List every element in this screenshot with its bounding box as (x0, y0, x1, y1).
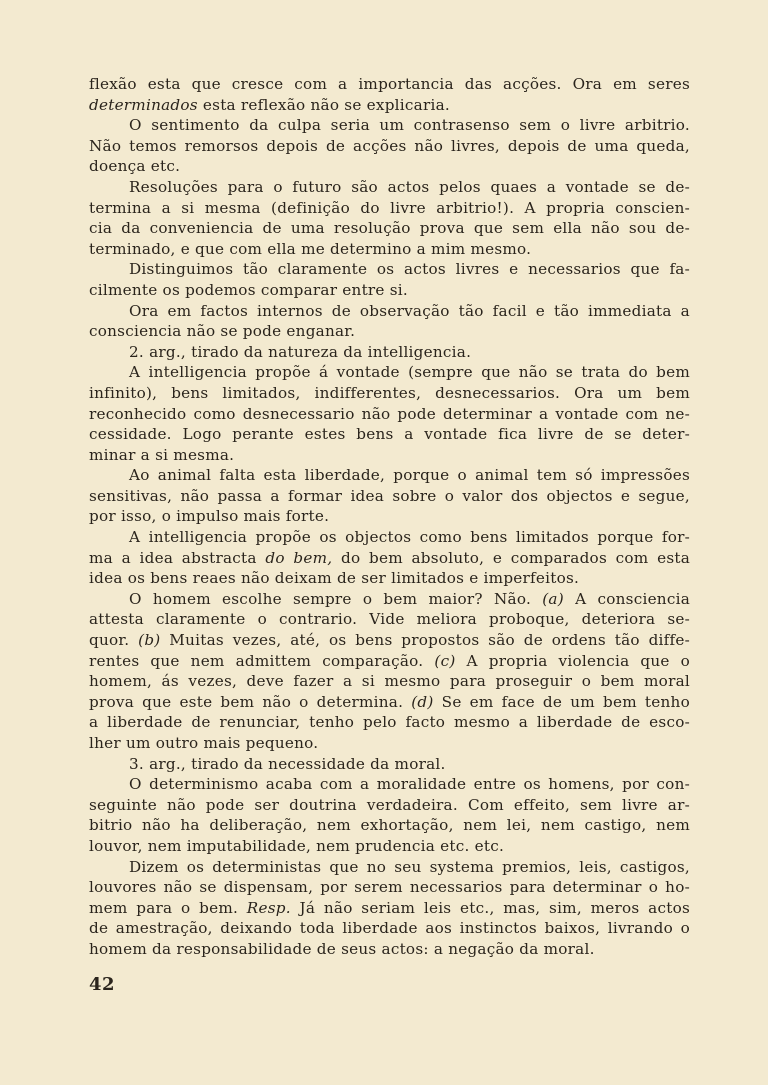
text-line: idea os bens reaes não deixam de ser limitados e imperfeitos. (89, 569, 580, 588)
text-line: O determinismo acaba com a moralidade entre os homens, por con- (129, 775, 690, 794)
text-line: homem da responsabilidade de seus actos: a negação da moral. (89, 939, 595, 958)
italic-term: determinados (89, 95, 198, 114)
text-line: louvor, nem imputabilidade, nem prudencia etc. etc. (89, 836, 505, 855)
text-run: ma a idea abstracta (89, 548, 257, 567)
text-run: quor. (89, 631, 130, 650)
list-marker-b: (b) (138, 631, 161, 650)
text-line: de amestração, deixando toda liberdade aos instinctos baixos, livrando o (89, 919, 690, 938)
text-run: mem para o bem. (89, 898, 239, 917)
text-line: consciencia não se pode enganar. (89, 322, 356, 341)
text-line: homem, ás vezes, deve fazer a si mesmo para proseguir o bem moral (89, 672, 690, 691)
list-marker-d: (d) (411, 692, 434, 711)
text-line (89, 95, 690, 116)
text-line: Não temos remorsos depois de acções não livres, depois de uma queda, (89, 136, 690, 155)
text-line: bitrio não ha deliberação, nem exhortação, nem lei, nem castigo, nem (89, 816, 690, 835)
text-line (89, 589, 690, 610)
text-run: Se em face de um bem tenho (441, 692, 690, 711)
text-line: cia da conveniencia de uma resolução prova que sem ella não sou de- (89, 219, 690, 238)
text-line (89, 630, 690, 651)
text-line: Distinguimos tão claramente os actos livres e necessarios que fa- (129, 260, 690, 279)
text-line: cilmente os podemos comparar entre si. (89, 280, 408, 299)
text-line: Ao animal falta esta liberdade, porque o animal tem só impressões (129, 466, 690, 485)
body-text (89, 74, 690, 960)
italic-term: Resp. (246, 898, 291, 917)
text-run: Muitas vezes, até, os bens propostos são de ordens tão diffe- (169, 631, 690, 650)
text-line: terminado, e que com ella me determino a mim mesmo. (89, 239, 532, 258)
text-run: O homem escolhe sempre o bem maior? Não. (129, 589, 532, 608)
italic-term: do bem, (265, 548, 333, 567)
text-line (89, 548, 690, 569)
text-line: Dizem os deterministas que no seu systema premios, leis, castigos, (129, 857, 690, 876)
text-line (89, 651, 690, 672)
text-line: infinito), bens limitados, indifferentes, desnecessarios. Ora um bem (89, 383, 690, 402)
text-line: termina a si mesma (definição do livre arbitrio!). A propria conscien- (89, 198, 690, 217)
text-line: attesta claramente o contrario. Vide meliora proboque, deteriora se- (89, 610, 690, 629)
list-marker-c: (c) (434, 651, 456, 670)
text-line: sensitivas, não passa a formar idea sobre o valor dos objectos e segue, (89, 486, 690, 505)
text-line: O sentimento da culpa seria um contrasenso sem o livre arbitrio. (129, 116, 690, 135)
text-run: A propria violencia que o (466, 651, 690, 670)
argument-heading: 3. arg., tirado da necessidade da moral. (129, 754, 446, 773)
text-run: A consciencia (575, 589, 690, 608)
text-line: lher um outro mais pequeno. (89, 734, 319, 752)
text-line: seguinte não pode ser doutrina verdadeira. Com effeito, sem livre ar- (89, 795, 690, 814)
text-run: esta reflexão não se explicaria. (202, 95, 450, 114)
text-run: rentes que nem admittem comparação. (89, 651, 424, 670)
text-line: minar a si mesma. (89, 445, 235, 464)
text-line: a liberdade de renunciar, tenho pelo facto mesmo a liberdade de esco- (89, 713, 690, 732)
text-line: flexão esta que cresce com a importancia das acções. Ora em seres (89, 75, 690, 93)
argument-heading: 2. arg., tirado da natureza da intelligencia. (129, 342, 472, 361)
text-line: louvores não se dispensam, por serem necessarios para determinar o ho- (89, 878, 690, 897)
text-line: Ora em factos internos de observação tão facil e tão immediata a (129, 301, 690, 320)
text-line: doença etc. (89, 157, 181, 176)
page-number: 42 (89, 974, 116, 995)
text-line: A intelligencia propõe os objectos como bens limitados porque for- (129, 528, 690, 547)
text-line: reconhecido como desnecessario não pode determinar a vontade com ne- (89, 404, 690, 423)
text-line (89, 692, 690, 713)
text-run: do bem absoluto, e comparados com esta (340, 548, 690, 567)
text-run: Já não seriam leis etc., mas, sim, meros actos (299, 898, 690, 917)
text-line: A intelligencia propõe á vontade (sempre que não se trata do bem (129, 363, 690, 382)
text-line: por isso, o impulso mais forte. (89, 507, 330, 526)
text-line (89, 898, 690, 919)
text-line: cessidade. Logo perante estes bens a vontade fica livre de se deter- (89, 425, 690, 444)
text-run: prova que este bem não o determina. (89, 692, 404, 711)
text-line: Resoluções para o futuro são actos pelos quaes a vontade se de- (129, 177, 690, 196)
list-marker-a: (a) (542, 589, 564, 608)
